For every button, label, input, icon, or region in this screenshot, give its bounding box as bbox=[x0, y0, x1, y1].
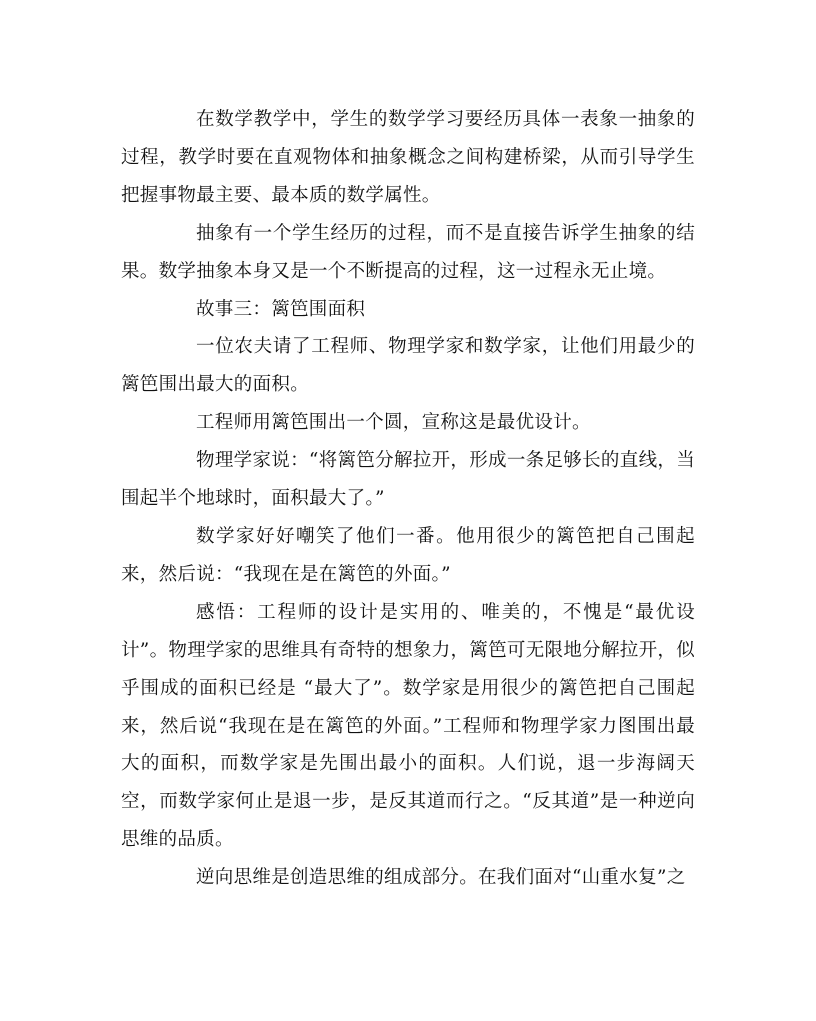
paragraph: 数学家好好嘲笑了他们一番。他用很少的篱笆把自己围起来，然后说：“我现在是在篱笆的外面。” bbox=[121, 525, 695, 585]
paragraph: 逆向思维是创造思维的组成部分。在我们面对“山重水复”之 bbox=[196, 867, 686, 889]
paragraph: 工程师用篱笆围出一个圆，宣称这是最优设计。 bbox=[196, 412, 591, 434]
section-heading: 故事三：篱笆围面积 bbox=[196, 298, 366, 320]
paragraph: 物理学家说：“将篱笆分解拉开，形成一条足够长的直线，当围起半个地球时，面积最大了。” bbox=[121, 450, 695, 510]
paragraph: 在数学教学中，学生的数学学习要经历具体一表象一抽象的过程，教学时要在直观物体和抽象概念之间构建桥梁，从而引导学生把握事物最主要、最本质的数学属性。 bbox=[121, 109, 695, 206]
document-body bbox=[121, 101, 695, 897]
paragraph: 抽象有一个学生经历的过程，而不是直接告诉学生抽象的结果。数学抽象本身又是一个不断提高的过程，这一过程永无止境。 bbox=[121, 222, 695, 282]
paragraph: 感悟：工程师的设计是实用的、唯美的，不愧是“最优设计”。物理学家的思维具有奇特的想象力，篱笆可无限地分解拉开，似乎围成的面积已经是 “最大了”。数学家是用很少的篱笆把自己围起来，然后说“我现在是在篱笆的外面。”工程师和物理学家力图围出最大的面积，而数学家是先围出最小的面积。人们说，退一步海阔天空，而数学家何止是退一步，是反其道而行之。“反其道”是一种逆向思维的品质。 bbox=[121, 601, 695, 851]
paragraph: 一位农夫请了工程师、物理学家和数学家，让他们用最少的篱笆围出最大的面积。 bbox=[121, 336, 695, 396]
